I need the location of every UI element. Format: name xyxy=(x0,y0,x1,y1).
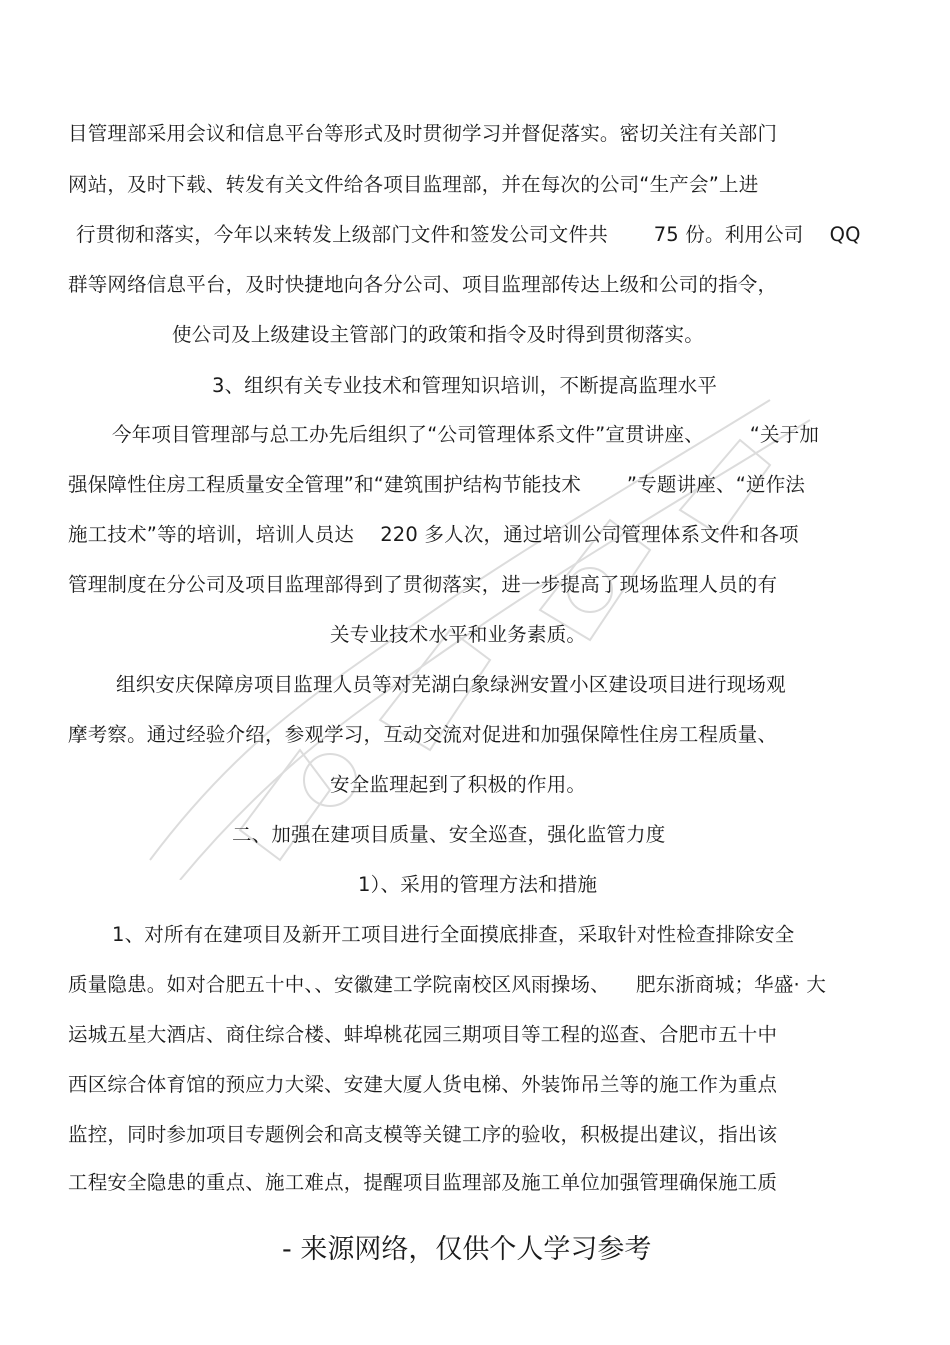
text-line: 监控，同时参加项目专题例会和高支模等关键工序的验收，积极提出建议，指出该 xyxy=(68,1123,778,1146)
section-heading: 3、组织有关专业技术和管理知识培训，不断提高监理水平 xyxy=(212,374,718,397)
text-line: 关专业技术水平和业务素质。 xyxy=(330,623,587,646)
text-line: 运城五星大酒店、商住综合楼、蚌埠桃花园三期项目等工程的巡查、合肥市五十中 xyxy=(68,1023,778,1046)
text-line: 1、对所有在建项目及新开工项目进行全面摸底排查，采取针对性检查排除安全 xyxy=(112,923,795,946)
text-line: 群等网络信息平台，及时快捷地向各分公司、项目监理部传达上级和公司的指令， xyxy=(68,273,778,296)
text-line: 网站，及时下载、转发有关文件给各项目监理部，并在每次的公司“生产会”上进 xyxy=(68,173,759,196)
text-line: 摩考察。通过经验介绍，参观学习，互动交流对促进和加强保障性住房工程质量、 xyxy=(68,723,778,746)
text-line: 行贯彻和落实，今年以来转发上级部门文件和签发公司文件共 75 份。利用公司 QQ xyxy=(76,223,861,246)
subsection-heading: 1）、采用的管理方法和措施 xyxy=(358,873,598,896)
text-line: 管理制度在分公司及项目监理部得到了贯彻落实，进一步提高了现场监理人员的有 xyxy=(68,573,778,596)
section-heading: 二、加强在建项目质量、安全巡查，强化监管力度 xyxy=(232,823,666,846)
text-line: 工程安全隐患的重点、施工难点，提醒项目监理部及施工单位加强管理确保施工质 xyxy=(68,1171,778,1194)
text-line: 安全监理起到了积极的作用。 xyxy=(330,773,587,796)
text-line: 强保障性住房工程质量安全管理”和“建筑围护结构节能技术 ”专题讲座、“逆作法 xyxy=(68,473,806,496)
text-line: 质量隐患。如对合肥五十中、、安徽建工学院南校区风雨操场、 肥东浙商城；华盛· 大 xyxy=(68,973,827,996)
text-line: 使公司及上级建设主管部门的政策和指令及时得到贯彻落实。 xyxy=(172,323,704,346)
text-line: 施工技术”等的培训，培训人员达 220 多人次，通过培训公司管理体系文件和各项 xyxy=(68,523,799,546)
text-line: 组织安庆保障房项目监理人员等对芜湖白象绿洲安置小区建设项目进行现场观 xyxy=(116,673,786,696)
text-line: 今年项目管理部与总工办先后组织了“公司管理体系文件”宣贯讲座、 “关于加 xyxy=(112,423,820,446)
text-line: 目管理部采用会议和信息平台等形式及时贯彻学习并督促落实。密切关注有关部门 xyxy=(68,122,778,145)
footer-note: - 来源网络，仅供个人学习参考 xyxy=(282,1234,652,1265)
text-line: 西区综合体育馆的预应力大梁、安建大厦人货电梯、外装饰吊兰等的施工作为重点 xyxy=(68,1073,778,1096)
